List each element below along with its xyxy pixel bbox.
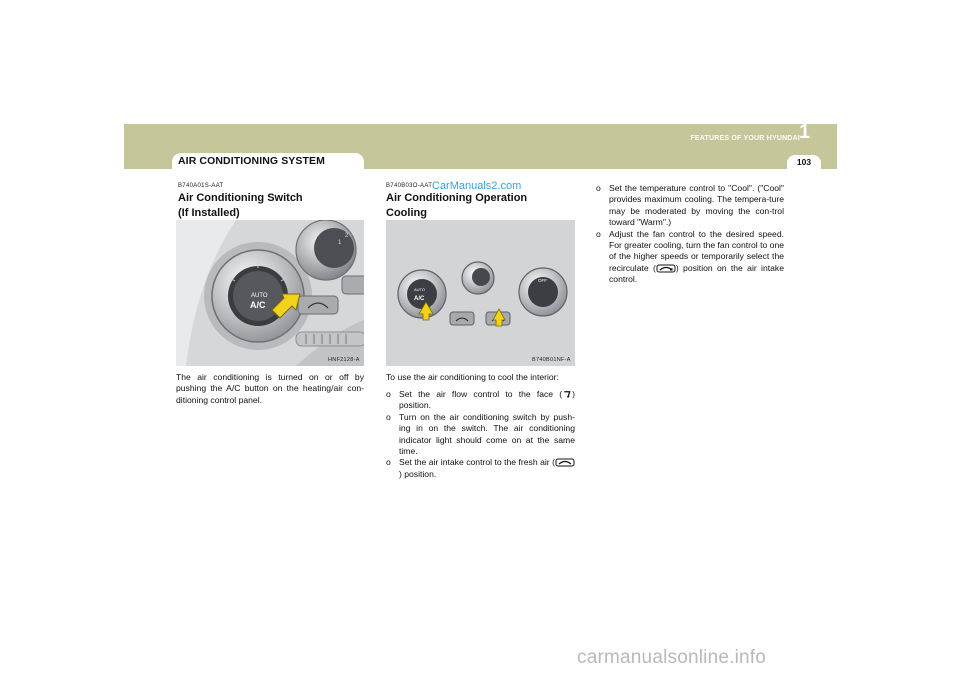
middle-section-code: B740B03O-AAT: [386, 183, 433, 189]
page-number: 103: [796, 157, 812, 167]
ac-operation-figure: [386, 220, 575, 366]
face-mode-text-end: ) position.: [399, 389, 575, 411]
list-item: [596, 183, 784, 229]
ac-button-label: A/C: [250, 300, 266, 310]
left-body-text: The air conditioning is turned on or off by pushing the A/C button on the heating/air con-ditioning control panel.: [176, 372, 364, 405]
list-item: [596, 229, 784, 286]
face-mode-text-start: Set the air flow control to the face (: [399, 389, 563, 399]
ac-switch-illustration: [176, 220, 364, 366]
bullet-marker: o: [386, 389, 391, 399]
left-heading-line2: (If Installed): [178, 207, 240, 219]
left-section-code: B740A01S-AAT: [178, 183, 224, 189]
middle-intro-text: To use the air conditioning to cool the interior:: [386, 372, 559, 382]
right-bullet-list: [596, 183, 784, 286]
bullet-marker: o: [596, 183, 601, 193]
left-heading-line1: Air Conditioning Switch: [178, 192, 303, 204]
middle-ac-button-label: A/C: [414, 296, 425, 302]
svg-text:2: 2: [345, 233, 349, 239]
fan-instruction-end: ) position on the air intake control.: [609, 262, 784, 285]
section-title: AIR CONDITIONING SYSTEM: [178, 155, 325, 167]
svg-text:1: 1: [338, 240, 342, 246]
watermark-top: CarManuals2.com: [432, 180, 522, 192]
middle-heading-line1: Air Conditioning Operation: [386, 192, 528, 204]
fresh-air-icon: [555, 458, 575, 467]
ac-switch-figure: [176, 220, 364, 366]
chapter-label: FEATURES OF YOUR HYUNDAI: [690, 135, 800, 142]
temperature-instruction: Set the temperature control to "Cool". ("Cool" provides maximum cooling. The tempera-ture may be moderated by moving the con-trol toward "Warm".): [609, 183, 784, 228]
middle-figure-code: B740B01NF-A: [532, 357, 571, 363]
bullet-marker: o: [386, 457, 391, 468]
bullet-marker: o: [386, 411, 391, 422]
svg-text:AUTO: AUTO: [414, 287, 426, 292]
face-vent-icon: [562, 390, 572, 399]
svg-text:AUTO: AUTO: [251, 293, 268, 299]
ac-operation-illustration: [386, 220, 575, 366]
fresh-air-text-end: ) position.: [399, 468, 437, 479]
ac-switch-instruction: Turn on the air conditioning switch by push-ing in on the switch. The air conditioning indicator light should come on at the same time.: [399, 411, 575, 457]
list-item: [386, 412, 575, 458]
list-item: [386, 457, 575, 480]
chapter-number: 1: [799, 121, 811, 143]
fan-off-label: OFF: [538, 278, 547, 283]
left-figure-code: HNF2128-A: [328, 357, 360, 363]
bullet-marker: o: [596, 228, 601, 239]
fan-instruction-start: Adjust the fan control to the desired speed. For greater cooling, turn the fan control to one of the higher speeds or temporarily select the recirculate (: [609, 228, 784, 273]
watermark-bottom: carmanualsonline.info: [577, 647, 767, 668]
recirculate-icon: [656, 264, 676, 273]
list-item: [386, 389, 575, 412]
middle-heading-line2: Cooling: [386, 207, 427, 219]
middle-bullet-list: [386, 389, 575, 480]
fresh-air-text-start: Set the air intake control to the fresh air (: [399, 457, 555, 468]
